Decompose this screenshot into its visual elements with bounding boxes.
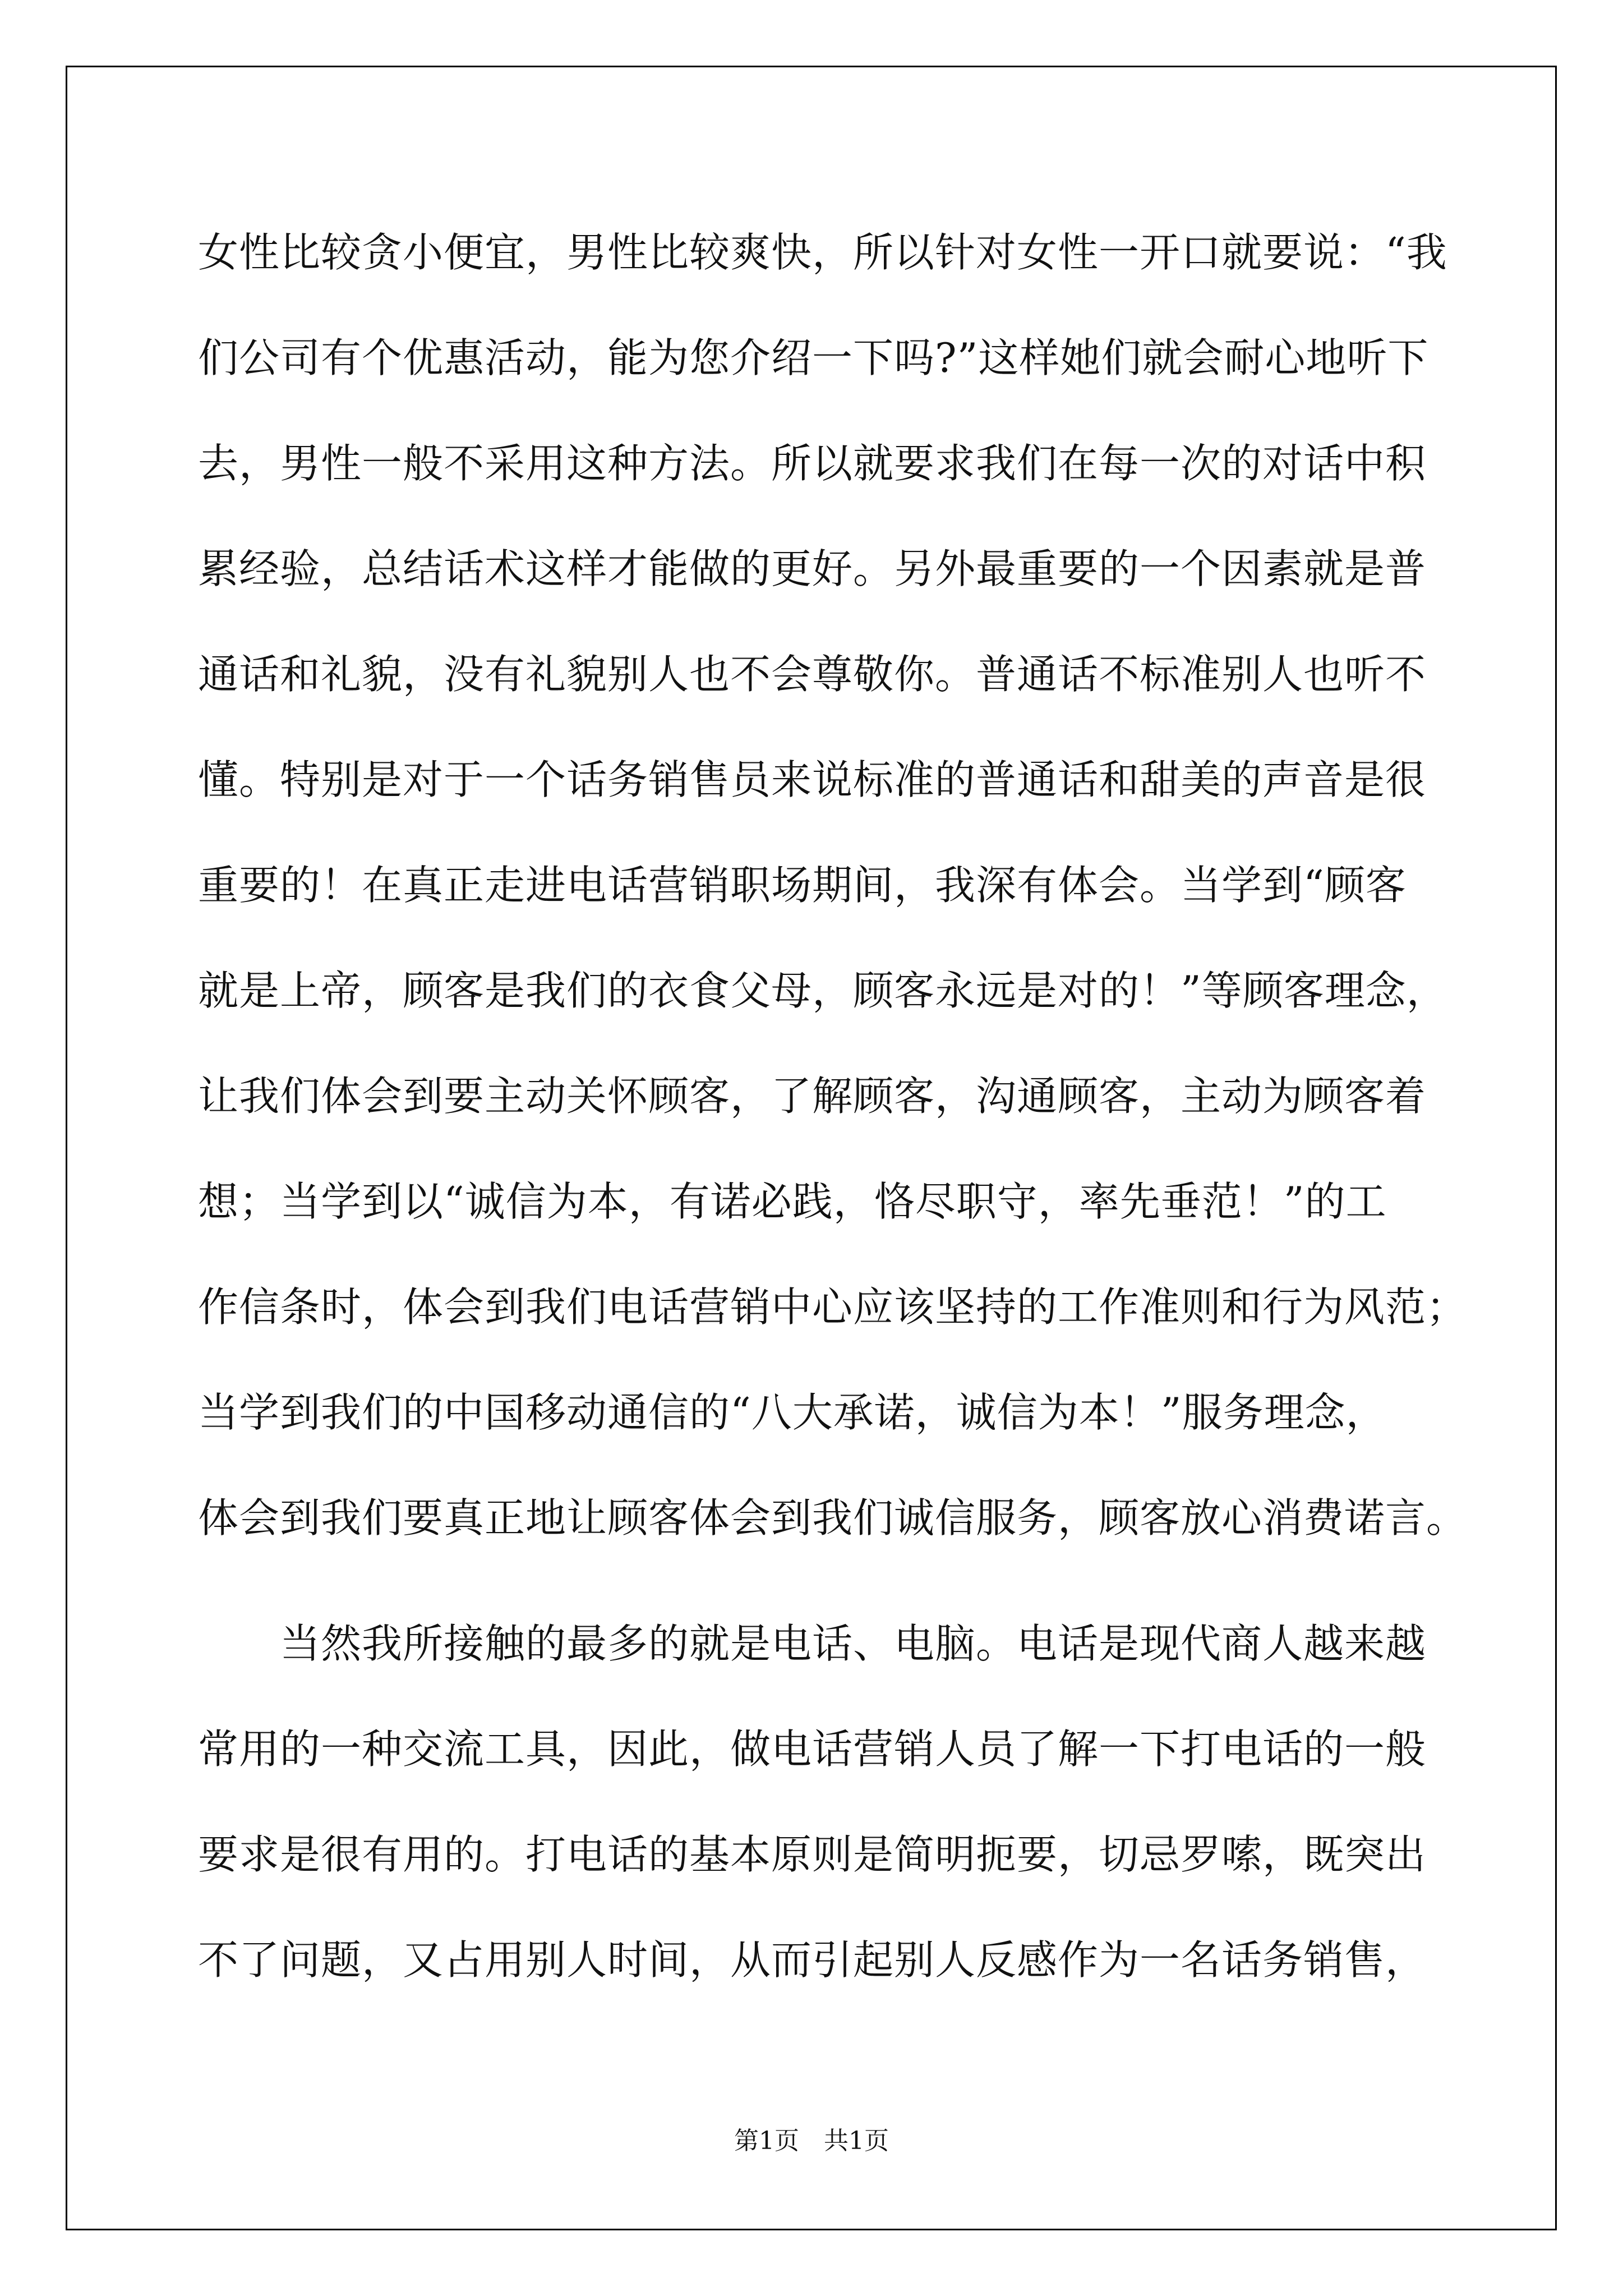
text-line: 当学到我们的中国移动通信的“八大承诺，诚信为本！”服务理念， [198, 1389, 1387, 1436]
text-line: 不了问题，又占用别人时间，从而引起别人反感作为一名话务销售， [198, 1936, 1427, 1984]
text-line: 让我们体会到要主动关怀顾客，了解顾客，沟通顾客，主动为顾客着 [198, 1073, 1427, 1120]
paragraph-spacer [198, 1590, 1426, 1610]
text-line: 要求是很有用的。打电话的基本原则是简明扼要，切忌罗嗦，既突出 [198, 1831, 1427, 1878]
text-line: 想；当学到以“诚信为本，有诺必践，恪尽职守，率先垂范！”的工 [198, 1178, 1387, 1225]
text-line: 就是上帝，顾客是我们的衣食父母，顾客永远是对的！”等顾客理念， [198, 967, 1447, 1014]
text-line: 当然我所接触的最多的就是电话、电脑。电话是现代商人越来越 [280, 1620, 1427, 1667]
text-line: 累经验，总结话术这样才能做的更好。另外最重要的一个因素就是普 [198, 545, 1427, 592]
page-number-footer: 第1页 共1页 [734, 2127, 889, 2155]
document-body [198, 219, 1468, 2032]
paragraph-1 [198, 219, 1468, 1590]
text-line: 通话和礼貌，没有礼貌别人也不会尊敬你。普通话不标准别人也听不 [198, 651, 1427, 698]
text-line: 们公司有个优惠活动，能为您介绍一下吗?”这样她们就会耐心地听下 [198, 334, 1429, 381]
text-line: 女性比较贪小便宜，男性比较爽快，所以针对女性一开口就要说：“我 [198, 229, 1447, 276]
paragraph-2 [198, 1610, 1426, 2032]
text-line: 体会到我们要真正地让顾客体会到我们诚信服务，顾客放心消费诺言。 [198, 1494, 1468, 1542]
text-line: 懂。特别是对于一个话务销售员来说标准的普通话和甜美的声音是很 [198, 756, 1427, 803]
text-line: 重要的！在真正走进电话营销职场期间，我深有体会。当学到“顾客 [198, 862, 1407, 909]
text-line: 作信条时，体会到我们电话营销中心应该坚持的工作准则和行为风范； [198, 1283, 1468, 1331]
text-line: 常用的一种交流工具，因此，做电话营销人员了解一下打电话的一般 [198, 1726, 1427, 1773]
text-line: 去，男性一般不采用这种方法。所以就要求我们在每一次的对话中积 [198, 440, 1427, 487]
